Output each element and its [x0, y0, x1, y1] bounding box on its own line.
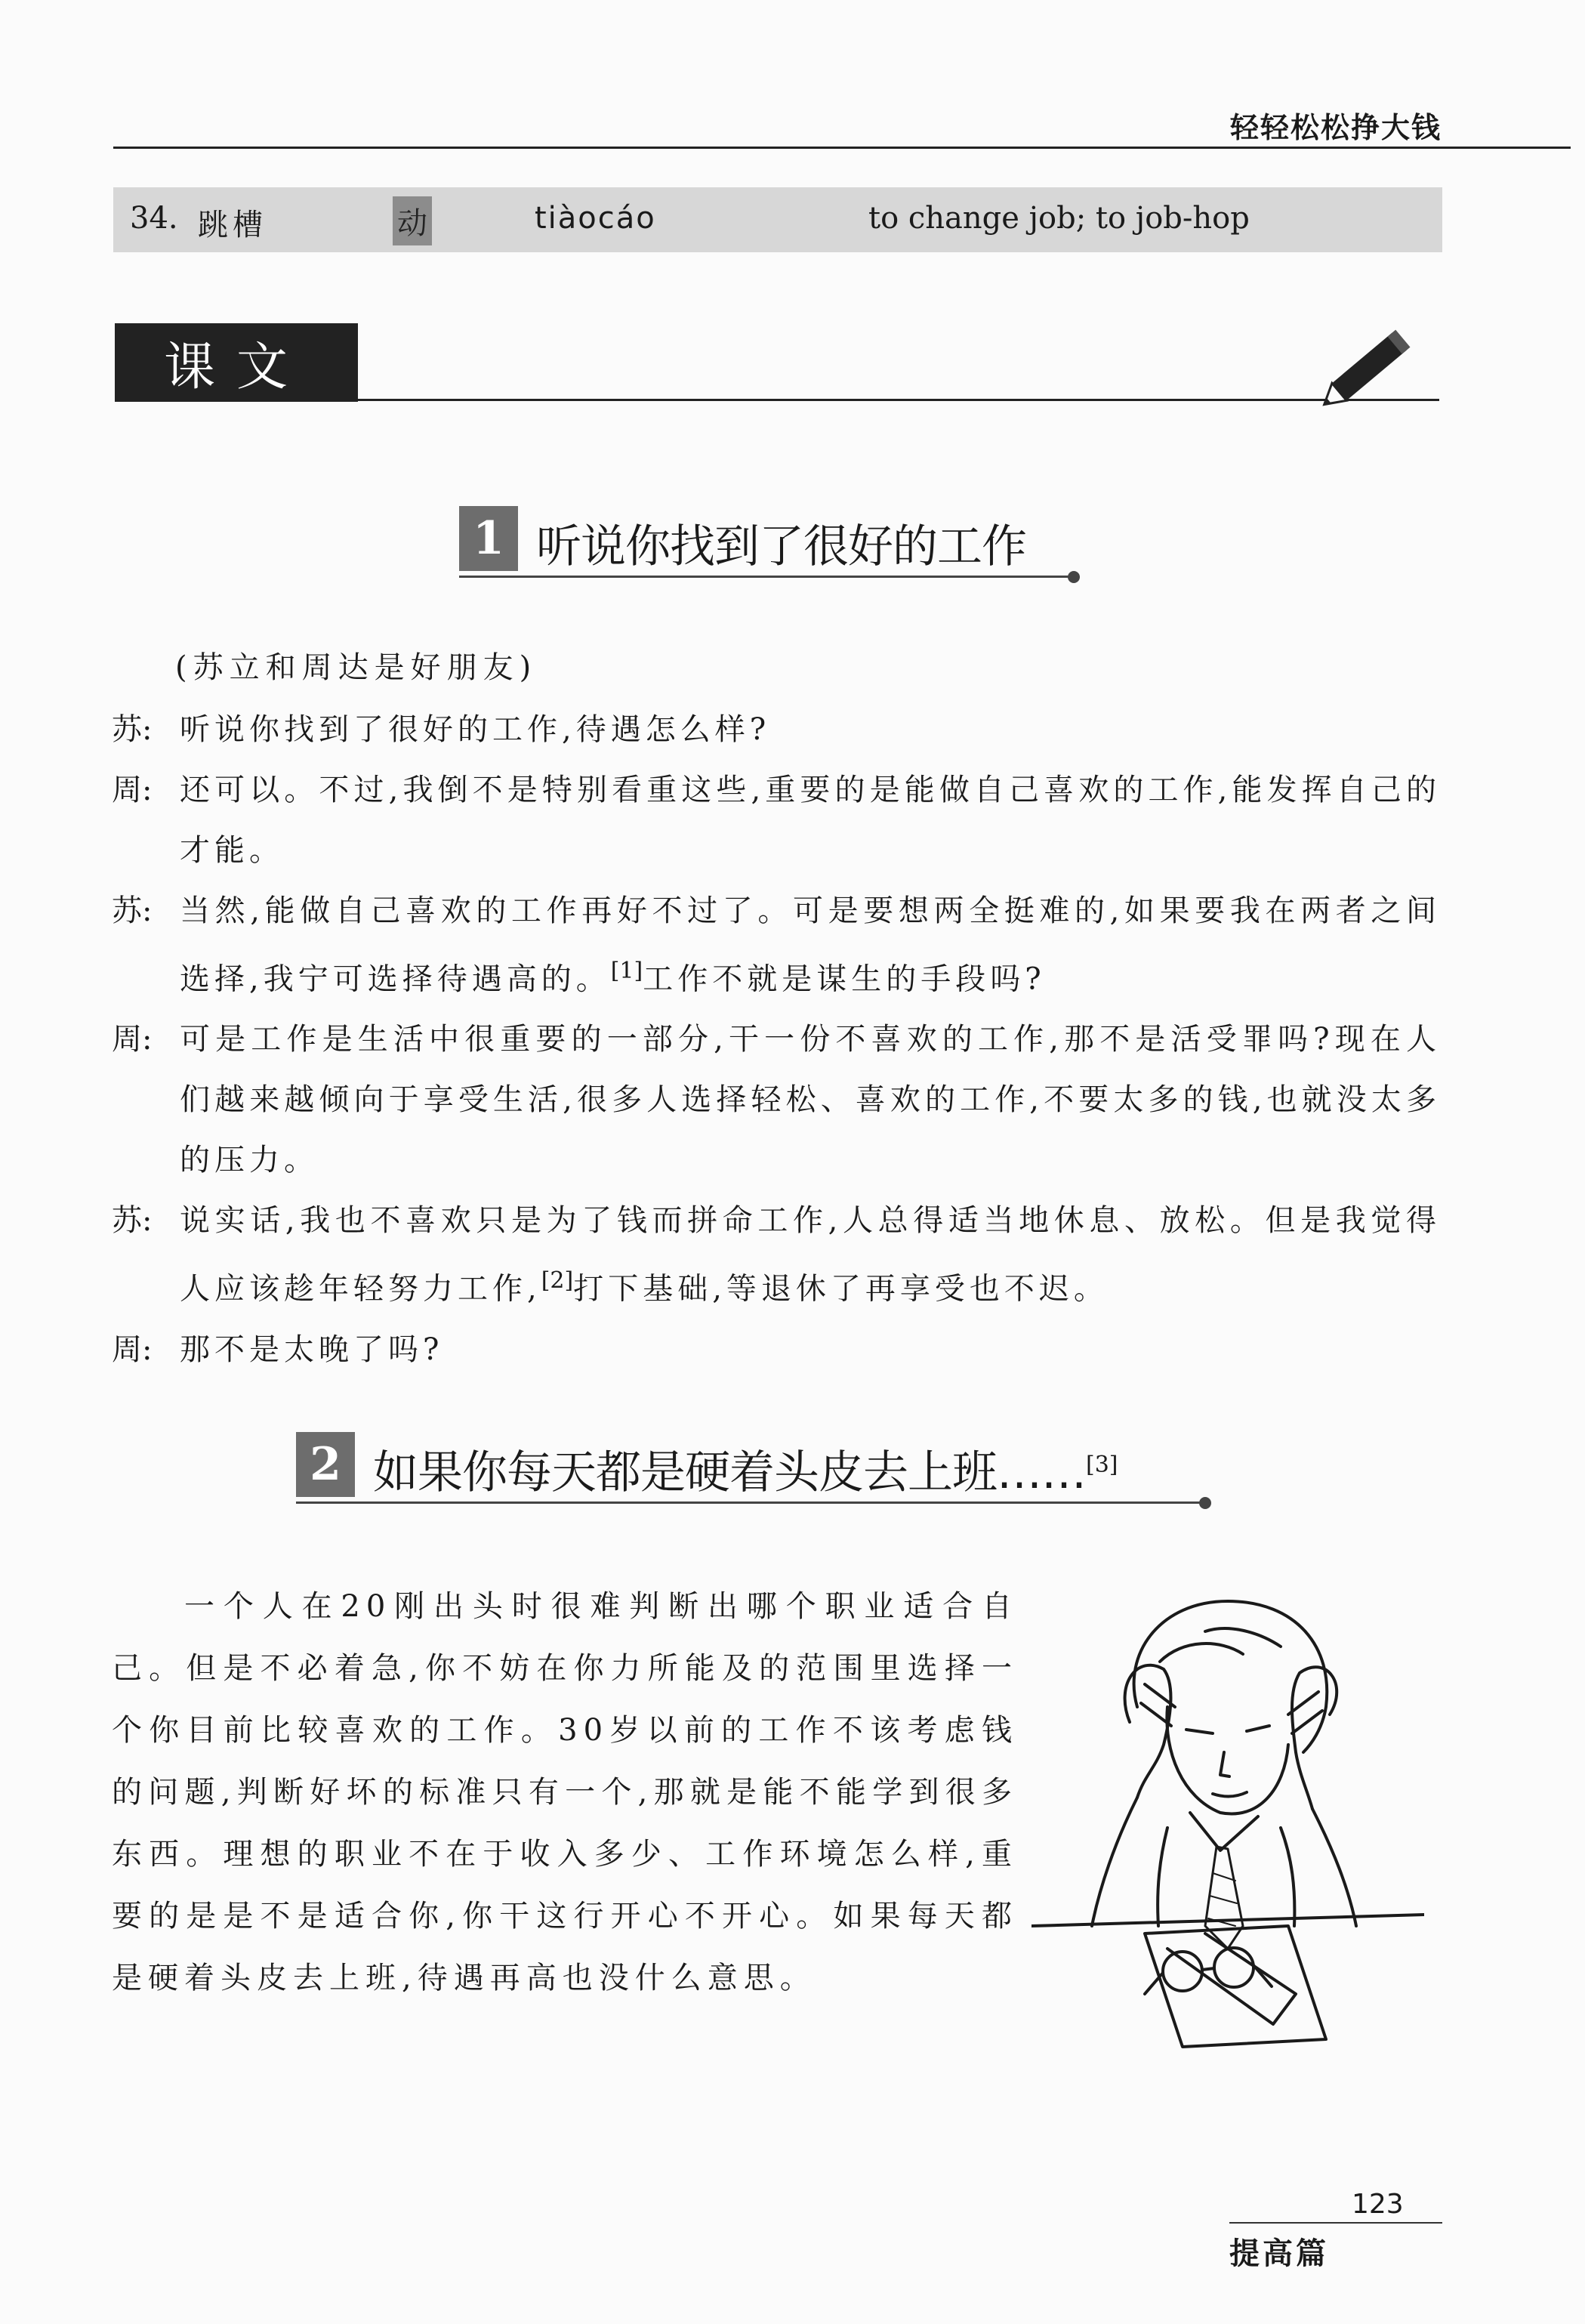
lesson-2-underline-dot — [1199, 1497, 1211, 1509]
dialogue — [112, 699, 1441, 1380]
header-rule — [113, 147, 1571, 149]
lesson-2-number: 2 — [296, 1432, 355, 1497]
lesson-2-title — [373, 1437, 1118, 1501]
vocab-part-of-speech: 动 — [393, 196, 432, 245]
dialogue-turn — [112, 699, 1441, 760]
vocab-gloss: to change job; to job-hop — [868, 201, 1250, 236]
lesson-2-underline — [296, 1501, 1201, 1504]
dialogue-turn — [112, 881, 1441, 1009]
speech-text-part: 工作不就是谋生的手段吗? — [643, 961, 1046, 997]
vocab-entry — [113, 187, 1442, 252]
vocab-pinyin: tiàocáo — [535, 201, 656, 236]
lesson-1-heading — [459, 506, 1093, 582]
speech-text: 那不是太晚了吗? — [180, 1332, 444, 1367]
vocab-number: 34. — [130, 201, 178, 236]
speech-text-part: 当然,能做自己喜欢的工作再好不过了。可是要想两全挺难的,如果要我在两者之间选择,我宁可选择待遇高的。 — [180, 893, 1441, 997]
speaker-label: 苏: — [112, 712, 153, 747]
passage-text: 一个人在20刚出头时很难判断出哪个职业适合自己。但是不必着急,你不妨在你力所能及的范围里选择一个你目前比较喜欢的工作。30岁以前的工作不该考虑钱的问题,判断好坏的标准只有一个,那就是能不能学到很多东西。理想的职业不在于收入多少、工作环境怎么样,重要的是是不是适合你,你干这行开心不开心。如果每天都是硬着头皮去上班,待遇再高也没什么意思。 — [112, 1589, 1018, 1995]
dialogue-turn — [112, 1009, 1441, 1190]
note-marker-3: [3] — [1086, 1452, 1118, 1478]
lesson-1-underline — [459, 576, 1069, 578]
lesson-1-title: 听说你找到了很好的工作 — [536, 520, 1026, 573]
lesson-1-underline-dot — [1068, 571, 1080, 583]
note-marker-1: [1] — [610, 958, 643, 984]
pencil-icon — [1315, 317, 1429, 415]
lesson-1-number: 1 — [459, 506, 518, 571]
speech-text — [180, 1190, 1441, 1319]
dialogue-turn — [112, 1319, 1441, 1380]
speaker-label: 苏: — [112, 893, 153, 928]
speech-text-part: 说实话,我也不喜欢只是为了钱而拼命工作,人总得适当地休息、放松。但是我觉得人应该趁年轻努力工作, — [180, 1203, 1441, 1307]
speech-text-part: 打下基础,等退休了再享受也不迟。 — [573, 1271, 1109, 1307]
speech-text: 可是工作是生活中很重要的一部分,干一份不喜欢的工作,那不是活受罪吗?现在人们越来越倾向于享受生活,很多人选择轻松、喜欢的工作,不要太多的钱,也就没太多的压力。 — [180, 1022, 1441, 1178]
running-head: 轻轻松松挣大钱 — [1229, 111, 1442, 144]
lesson-2-heading — [296, 1432, 1225, 1508]
dialogue-turn — [112, 1190, 1441, 1319]
footer-rule — [1229, 2222, 1442, 2224]
section-rule — [358, 399, 1439, 401]
stressed-worker-illustration — [1031, 1571, 1424, 2054]
dialogue-turn — [112, 760, 1441, 881]
speaker-label: 周: — [112, 773, 153, 807]
volume-name: 提高篇 — [1229, 2236, 1329, 2271]
speaker-label: 苏: — [112, 1203, 153, 1239]
speech-text: 听说你找到了很好的工作,待遇怎么样? — [180, 712, 771, 747]
page-number: 123 — [1352, 2189, 1404, 2220]
speaker-label: 周: — [112, 1332, 153, 1367]
lesson-2-title-text: 如果你每天都是硬着头皮去上班…… — [373, 1446, 1086, 1499]
note-marker-2: [2] — [541, 1267, 574, 1295]
speaker-label: 周: — [112, 1022, 153, 1057]
speech-text: 还可以。不过,我倒不是特别看重这些,重要的是能做自己喜欢的工作,能发挥自己的才能。 — [180, 773, 1441, 868]
dialogue-context: (苏立和周达是好朋友) — [175, 650, 538, 685]
section-title: 课文 — [115, 323, 358, 402]
speech-text — [180, 881, 1441, 1009]
vocab-word: 跳槽 — [198, 208, 267, 242]
